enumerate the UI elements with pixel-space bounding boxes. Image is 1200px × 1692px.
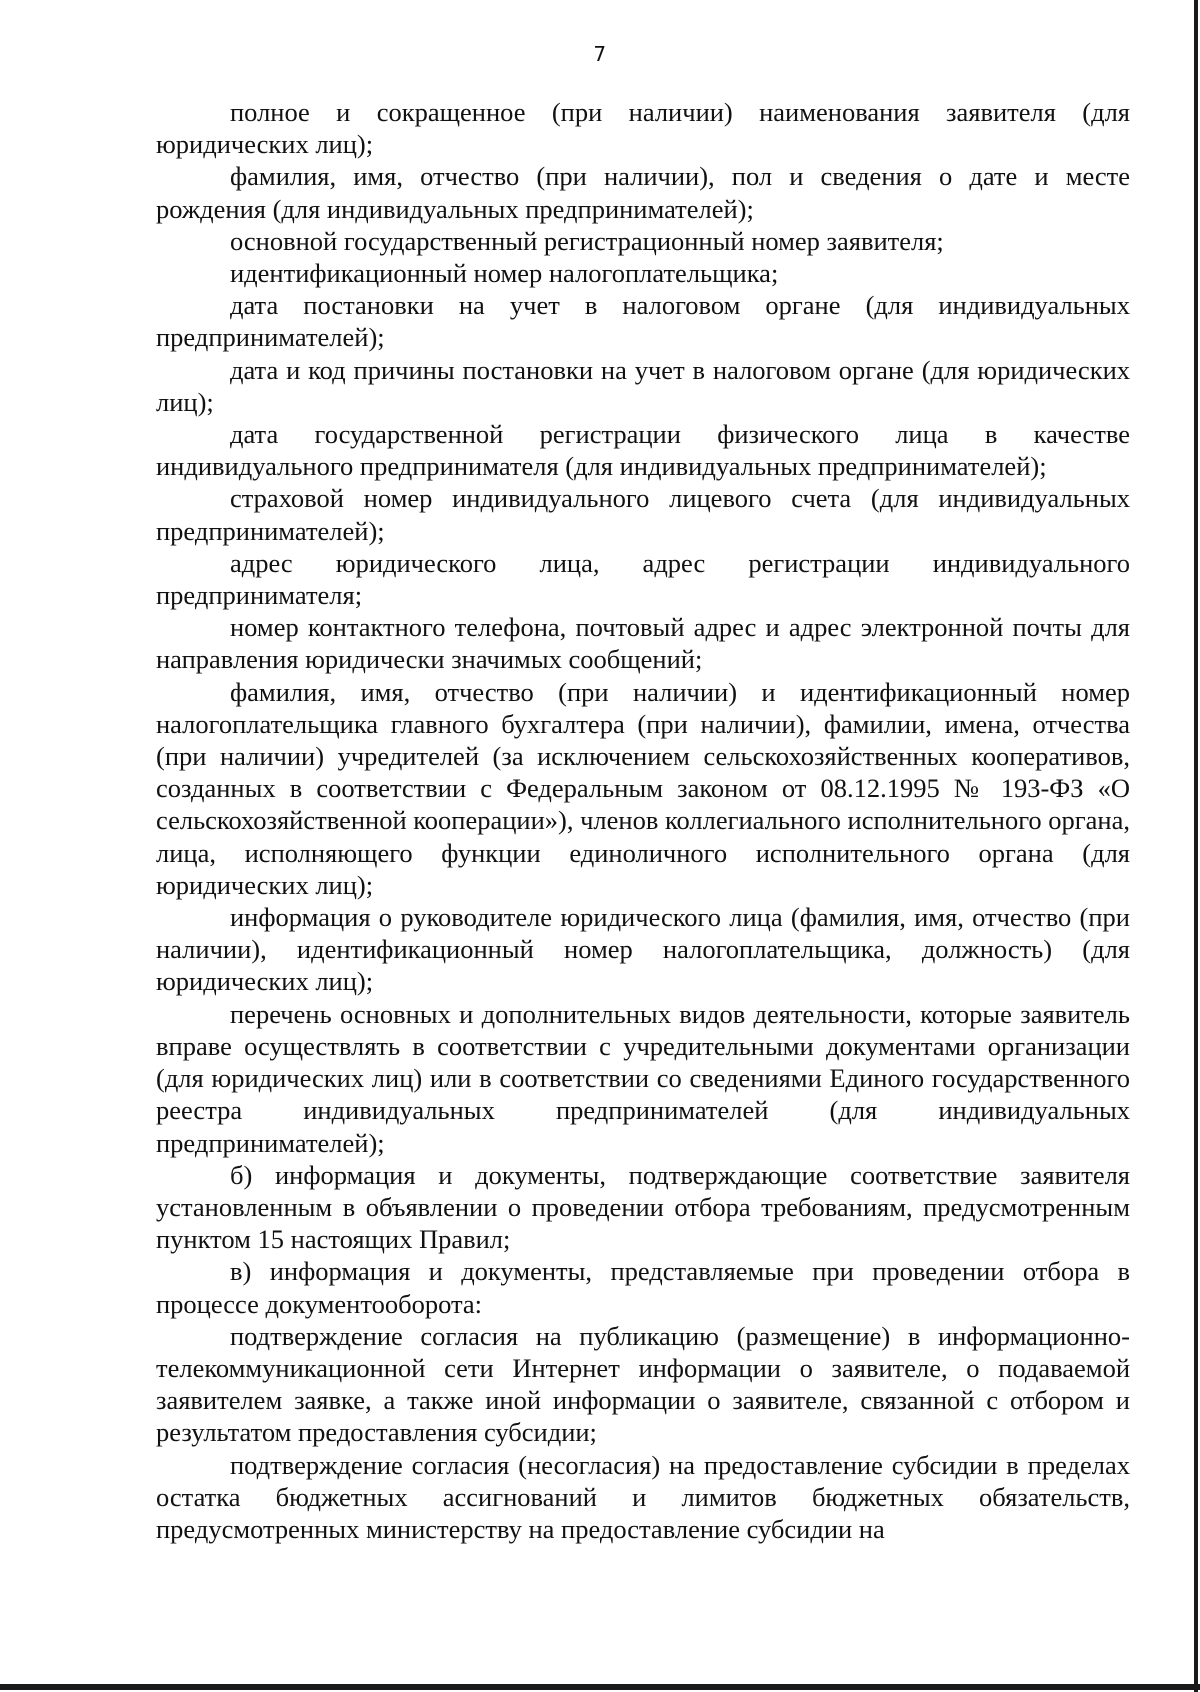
page-number: 7 [593, 42, 607, 66]
paragraph-16: подтверждение согласия на публикацию (размещение) в информационно-телекоммуникационной сети Интернет информации о заявителе, о подаваемой заявителем заявке, а также иной информации о заявителе, связанной с отбором и результатом предоставления субсидии; [156, 1320, 1130, 1448]
paragraph-6: дата и код причины постановки на учет в налоговом органе (для юридических лиц); [156, 354, 1130, 417]
paragraph-7: дата государственной регистрации физического лица в качестве индивидуального предпринимателя (для индивидуальных предпринимателей); [156, 419, 1130, 482]
scan-edge-right [1194, 0, 1198, 1692]
paragraph-15: в) информация и документы, представляемые при проведении отбора в процессе документооборота: [156, 1256, 1130, 1319]
paragraph-10: номер контактного телефона, почтовый адрес и адрес электронной почты для направления юридически значимых сообщений; [156, 612, 1130, 675]
paragraph-3: основной государственный регистрационный номер заявителя; [230, 225, 944, 256]
paragraph-4: идентификационный номер налогоплательщика; [230, 258, 779, 289]
paragraph-11: фамилия, имя, отчество (при наличии) и идентификационный номер налогоплательщика главного бухгалтера (при наличии), фамилии, имена, отчества (при наличии) учредителей (за исключением сельскохозяйственных кооперативов, созданных в соответствии с Федеральным законом от 08.12.1995 № 193-ФЗ «О сельскохозяйственной кооперации»), членов коллегиального исполнительного органа, лица, исполняющего функции единоличного исполнительного органа (для юридических лиц); [156, 676, 1130, 900]
paragraph-14: б) информация и документы, подтверждающие соответствие заявителя установленным в объявлении о проведении отбора требованиям, предусмотренным пунктом 15 настоящих Правил; [156, 1159, 1130, 1255]
scan-edge-bottom [0, 1684, 1200, 1690]
paragraph-9: адрес юридического лица, адрес регистрации индивидуального предпринимателя; [156, 547, 1130, 611]
document-body [156, 96, 1130, 1545]
paragraph-1: полное и сокращенное (при наличии) наименования заявителя (для юридических лиц); [156, 97, 1130, 160]
paragraph-5: дата постановки на учет в налоговом органе (для индивидуальных предпринимателей); [156, 290, 1130, 353]
paragraph-12: информация о руководителе юридического лица (фамилия, имя, отчество (при наличии), идентификационный номер налогоплательщика, должность) (для юридических лиц); [156, 902, 1130, 997]
paragraph-13: перечень основных и дополнительных видов деятельности, которые заявитель вправе осуществлять в соответствии с учредительными документами организации (для юридических лиц) или в соответствии со сведениями Единого государственного реестра индивидуальных предпринимателей (для индивидуальных предпринимателей); [156, 998, 1130, 1158]
paragraph-2: фамилия, имя, отчество (при наличии), пол и сведения о дате и месте рождения (для индивидуальных предпринимателей); [156, 161, 1130, 224]
paragraph-8: страховой номер индивидуального лицевого счета (для индивидуальных предпринимателей); [156, 483, 1130, 546]
paragraph-17: подтверждение согласия (несогласия) на предоставление субсидии в пределах остатка бюджетных ассигнований и лимитов бюджетных обязательств, предусмотренных министерству на предоставление субсидии на [156, 1449, 1130, 1544]
